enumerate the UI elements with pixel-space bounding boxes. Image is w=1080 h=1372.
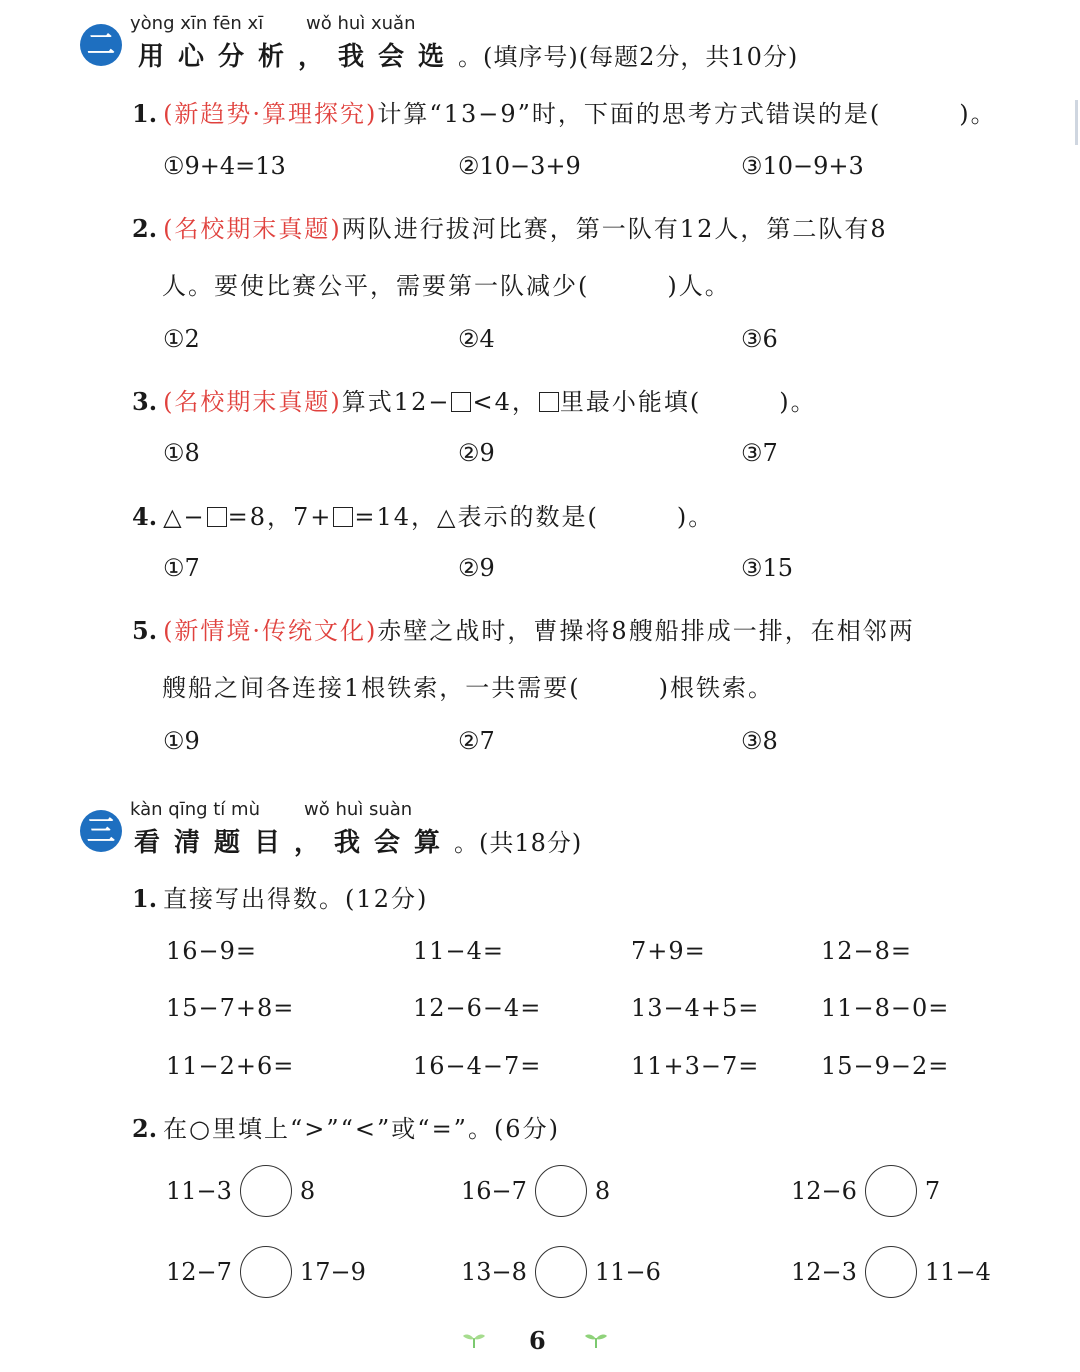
calc-question-1: [132, 879, 428, 914]
compare-right: 11−4: [924, 1258, 991, 1286]
section2-title: [138, 36, 798, 73]
compare-item: [166, 1165, 315, 1217]
sprout-icon: [582, 1330, 610, 1355]
q1-option-2[interactable]: ②10−3+9: [458, 152, 581, 180]
q4-option-1[interactable]: ①7: [163, 554, 200, 582]
answer-circle[interactable]: [240, 1165, 292, 1217]
equation: 11+3−7=: [631, 1052, 760, 1080]
compare-left: 12−3: [791, 1258, 857, 1286]
equation: 16−4−7=: [413, 1052, 542, 1080]
section3-pinyin-b: wǒ huì suàn: [304, 799, 413, 820]
question-text-a: △−: [163, 503, 206, 531]
blank-square: [539, 392, 559, 412]
compare-left: 11−3: [166, 1177, 232, 1205]
question-text: 在○里填上“>”“<”或“=”。(6分): [163, 1115, 560, 1143]
q4-option-3[interactable]: ③15: [741, 554, 794, 582]
compare-item: [791, 1165, 940, 1217]
answer-circle[interactable]: [865, 1246, 917, 1298]
question-text: 计算“13−9”时，下面的思考方式错误的是( )。: [377, 100, 997, 128]
section2-pinyin-a: yòng xīn fēn xī: [130, 13, 264, 34]
question-5-line-2: 艘船之间各连接1根铁索，一共需要( )根铁索。: [162, 674, 774, 702]
question-number: 1.: [132, 884, 158, 913]
compare-right: 7: [924, 1177, 941, 1205]
section3-title-text: 看清题目，我会算: [134, 828, 455, 858]
equation: 11−2+6=: [166, 1052, 295, 1080]
blank-square: [451, 392, 471, 412]
question-4: [132, 497, 714, 532]
compare-right: 11−6: [594, 1258, 661, 1286]
q4-option-2[interactable]: ②9: [458, 554, 495, 582]
equation: 11−8−0=: [821, 994, 950, 1022]
section3-note: 。(共18分): [454, 829, 583, 857]
section-badge-2: 二: [80, 24, 122, 66]
section3-title: [134, 822, 582, 859]
compare-left: 13−8: [461, 1258, 527, 1286]
question-text: 两队进行拔河比赛，第一队有12人，第二队有8: [341, 215, 888, 243]
equation: 15−7+8=: [166, 994, 295, 1022]
question-number: 1.: [132, 99, 158, 128]
compare-right: 8: [299, 1177, 316, 1205]
equation: 11−4=: [413, 937, 505, 965]
question-text-a: 算式12−: [341, 388, 451, 416]
question-tag: (新情境·传统文化): [163, 617, 378, 645]
compare-item: [166, 1246, 366, 1298]
compare-left: 12−6: [791, 1177, 857, 1205]
question-number: 5.: [132, 616, 158, 645]
section2-title-text: 用心分析，我会选: [138, 42, 459, 72]
section2-pinyin-b: wǒ huì xuǎn: [306, 13, 416, 34]
q2-option-2[interactable]: ②4: [458, 325, 495, 353]
equation: 13−4+5=: [631, 994, 760, 1022]
question-number: 3.: [132, 387, 158, 416]
section-badge-3: 三: [80, 810, 122, 852]
question-text: 直接写出得数。(12分): [163, 885, 429, 913]
question-text-b: <4，: [472, 388, 538, 416]
compare-left: 12−7: [166, 1258, 232, 1286]
question-text-c: 里最小能填( )。: [559, 388, 817, 416]
compare-item: [461, 1165, 610, 1217]
question-tag: (名校期末真题): [163, 215, 342, 243]
question-number: 2.: [132, 214, 158, 243]
q2-option-3[interactable]: ③6: [741, 325, 778, 353]
answer-circle[interactable]: [535, 1165, 587, 1217]
answer-circle[interactable]: [535, 1246, 587, 1298]
question-5: [132, 611, 915, 646]
q5-option-2[interactable]: ②7: [458, 727, 495, 755]
question-text: 赤壁之战时，曹操将8艘船排成一排，在相邻两: [377, 617, 915, 645]
section3-pinyin-a: kàn qīng tí mù: [130, 799, 260, 820]
equation: 12−8=: [821, 937, 913, 965]
answer-circle[interactable]: [865, 1165, 917, 1217]
q3-option-1[interactable]: ①8: [163, 439, 200, 467]
page-number: 6: [529, 1326, 546, 1355]
compare-right: 8: [594, 1177, 611, 1205]
q5-option-1[interactable]: ①9: [163, 727, 200, 755]
equation: 16−9=: [166, 937, 258, 965]
question-1: [132, 94, 997, 129]
question-number: 4.: [132, 502, 158, 531]
section2-note: 。(填序号)(每题2分，共10分): [458, 43, 799, 71]
answer-circle[interactable]: [240, 1246, 292, 1298]
question-2-line-2: 人。要使比赛公平，需要第一队减少( )人。: [162, 272, 731, 300]
question-text-c: =14，△表示的数是( )。: [354, 503, 715, 531]
compare-left: 16−7: [461, 1177, 527, 1205]
compare-right: 17−9: [299, 1258, 366, 1286]
question-tag: (新趋势·算理探究): [163, 100, 378, 128]
q1-option-3[interactable]: ③10−9+3: [741, 152, 864, 180]
sprout-icon: [460, 1330, 488, 1355]
q5-option-3[interactable]: ③8: [741, 727, 778, 755]
question-3: [132, 382, 817, 417]
question-number: 2.: [132, 1114, 158, 1143]
equation: 15−9−2=: [821, 1052, 950, 1080]
question-tag: (名校期末真题): [163, 388, 342, 416]
q3-option-3[interactable]: ③7: [741, 439, 778, 467]
equation: 7+9=: [631, 937, 706, 965]
q1-option-1[interactable]: ①9+4=13: [163, 152, 286, 180]
compare-item: [791, 1246, 991, 1298]
q3-option-2[interactable]: ②9: [458, 439, 495, 467]
blank-square: [207, 507, 227, 527]
question-text-b: =8，7+: [227, 503, 333, 531]
question-2: [132, 209, 888, 244]
page-edge-marker: [1075, 100, 1078, 145]
blank-square: [333, 507, 353, 527]
equation: 12−6−4=: [413, 994, 542, 1022]
q2-option-1[interactable]: ①2: [163, 325, 200, 353]
compare-item: [461, 1246, 661, 1298]
calc-question-2: [132, 1109, 560, 1144]
